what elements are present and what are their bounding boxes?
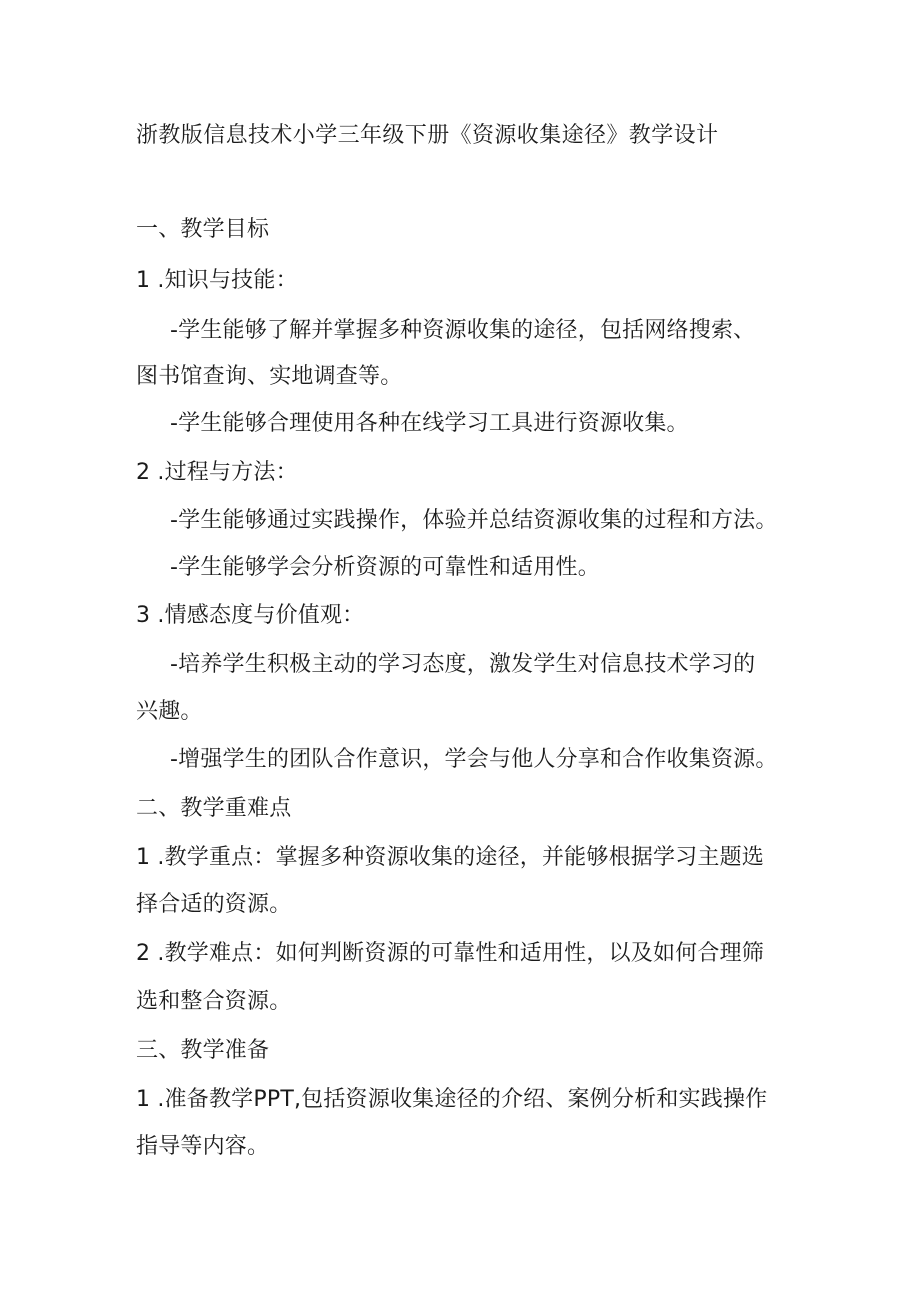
- body-line: 选和整合资源。: [136, 989, 292, 1014]
- section-heading-2: 二、教学重难点: [136, 796, 292, 821]
- body-line: 兴趣。: [136, 699, 203, 724]
- body-line: 图书馆查询、实地调查等。: [136, 364, 403, 389]
- subheading-1-3: 3 .情感态度与价值观：: [136, 603, 365, 628]
- body-line: 1 .准备教学PPT,包括资源收集途径的介绍、案例分析和实践操作: [136, 1087, 768, 1112]
- body-line: 指导等内容。: [136, 1134, 270, 1159]
- section-heading-3: 三、教学准备: [136, 1038, 270, 1063]
- body-line: -培养学生积极主动的学习态度，激发学生对信息技术学习的: [170, 652, 756, 677]
- body-line: -增强学生的团队合作意识，学会与他人分享和合作收集资源。: [170, 747, 778, 772]
- subheading-1-2: 2 .过程与方法：: [136, 460, 298, 485]
- document-title: 浙教版信息技术小学三年级下册《资源收集途径》教学设计: [136, 123, 719, 148]
- body-line: 择合适的资源。: [136, 892, 292, 917]
- body-line: 1 .教学重点：掌握多种资源收集的途径，并能够根据学习主题选: [136, 845, 764, 870]
- body-line: -学生能够了解并掌握多种资源收集的途径，包括网络搜索、: [170, 318, 756, 343]
- section-heading-1: 一、教学目标: [136, 217, 270, 242]
- subheading-1-1: 1 .知识与技能：: [136, 268, 298, 293]
- body-line: -学生能够学会分析资源的可靠性和适用性。: [170, 555, 600, 580]
- body-line: 2 .教学难点：如何判断资源的可靠性和适用性，以及如何合理筛: [136, 941, 764, 966]
- body-line: -学生能够合理使用各种在线学习工具进行资源收集。: [170, 411, 689, 436]
- body-line: -学生能够通过实践操作，体验并总结资源收集的过程和方法。: [170, 508, 778, 533]
